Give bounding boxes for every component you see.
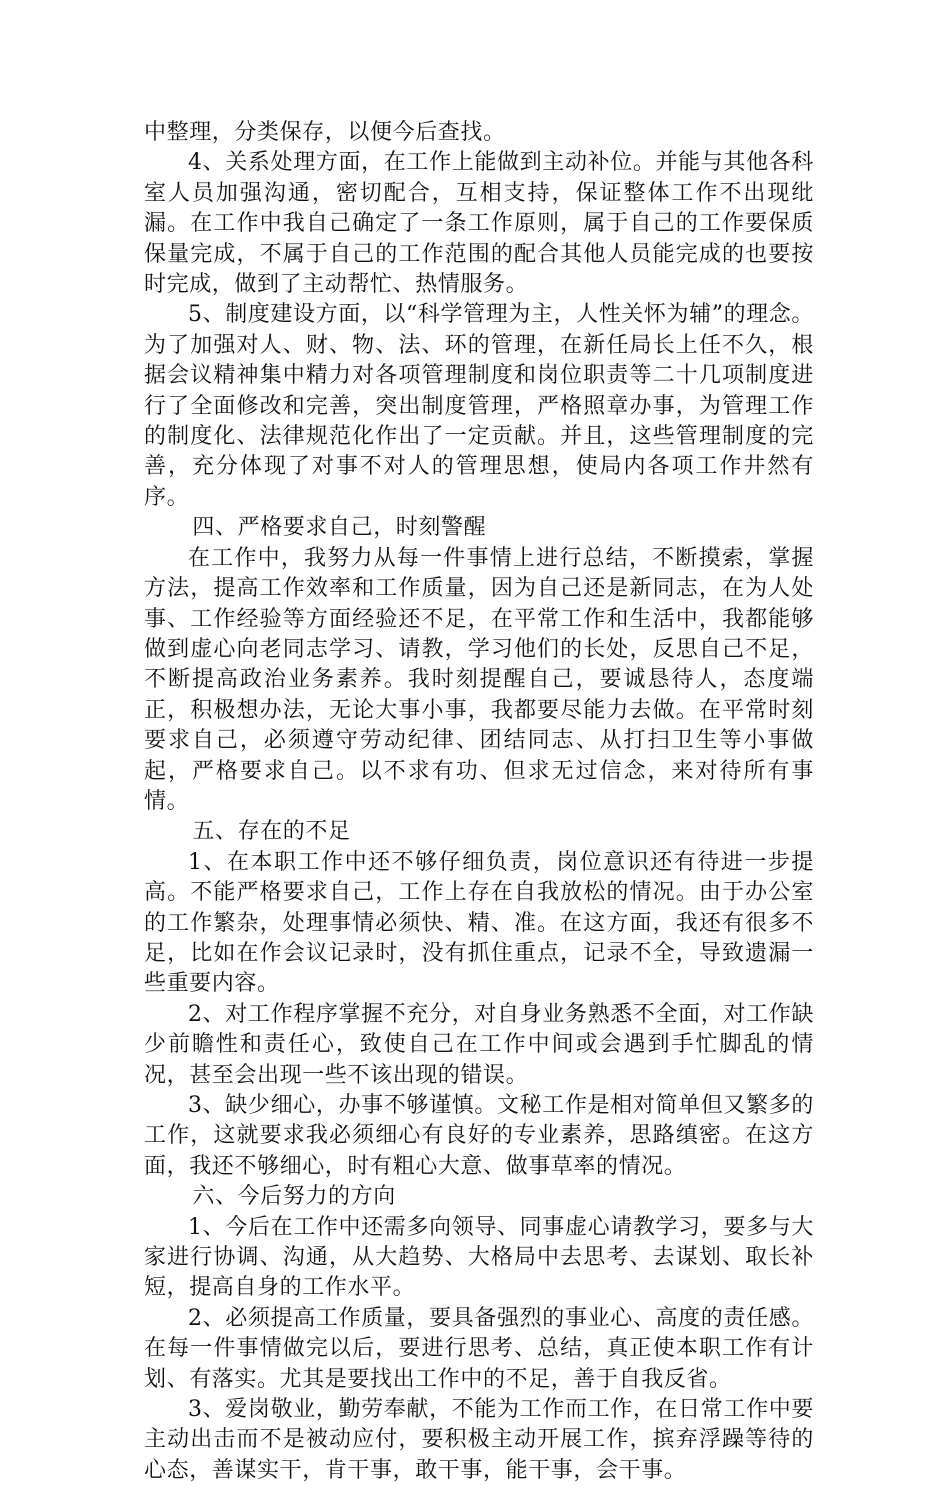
paragraph-direction-3: 3、爱岗敬业，勤劳奉献，不能为工作而工作，在日常工作中要主动出击而不是被动应付，要积极主动开展工作，摈弃浮躁等待的心态，善谋实干，肯干事，敢干事，能干事，会干事。 (144, 1397, 814, 1483)
paragraph-shortcoming-1: 1、在本职工作中还不够仔细负责，岗位意识还有待进一步提高。不能严格要求自己，工作上存在自我放松的情况。由于办公室的工作繁杂，处理事情必须快、精、准。在这方面，我还有很多不足，比如在作会议记录时，没有抓住重点，记录不全，导致遗漏一些重要内容。 (144, 849, 814, 997)
document-body (144, 118, 814, 1486)
paragraph-direction-2: 2、必须提高工作质量，要具备强烈的事业心、高度的责任感。在每一件事情做完以后，要进行思考、总结，真正使本职工作有计划、有落实。尤其是要找出工作中的不足，善于自我反省。 (144, 1305, 814, 1392)
paragraph-system-building: 5、制度建设方面，以“科学管理为主，人性关怀为辅”的理念。为了加强对人、财、物、法、环的管理，在新任局长上任不久，根据会议精神集中精力对各项管理制度和岗位职责等二十几项制度进行了全面修改和完善，突出制度管理，严格照章办事，为管理工作的制度化、法律规范化作出了一定贡献。并且，这些管理制度的完善，充分体现了对事不对人的管理思想，使局内各项工作井然有序。 (144, 302, 814, 510)
section-heading-5: 五、存在的不足 (192, 819, 351, 845)
paragraph-self-discipline: 在工作中，我努力从每一件事情上进行总结，不断摸索，掌握方法，提高工作效率和工作质量，因为自己还是新同志，在为人处事、工作经验等方面经验还不足，在平常工作和生活中，我都能够做到虚心向老同志学习、请教，学习他们的长处，反思自己不足，不断提高政治业务素养。我时刻提醒自己，要诚恳待人，态度端正，积极想办法，无论大事小事，我都要尽能力去做。在平常时刻要求自己，必须遵守劳动纪律、团结同志、从打扫卫生等小事做起，严格要求自己。以不求有功、但求无过信念，来对待所有事情。 (144, 545, 814, 814)
section-heading-6: 六、今后努力的方向 (192, 1184, 396, 1210)
paragraph-shortcoming-2: 2、对工作程序掌握不充分，对自身业务熟悉不全面，对工作缺少前瞻性和责任心，致使自己在工作中间或会遇到手忙脚乱的情况，甚至会出现一些不该出现的错误。 (144, 1001, 814, 1088)
paragraph-direction-1: 1、今后在工作中还需多向领导、同事虚心请教学习，要多与大家进行协调、沟通，从大趋势、大格局中去思考、去谋划、取长补短，提高自身的工作水平。 (144, 1214, 814, 1301)
paragraph-relations: 4、关系处理方面，在工作上能做到主动补位。并能与其他各科室人员加强沟通，密切配合，互相支持，保证整体工作不出现纰漏。在工作中我自己确定了一条工作原则，属于自己的工作要保质保量完成，不属于自己的工作范围的配合其他人员能完成的也要按时完成，做到了主动帮忙、热情服务。 (144, 150, 814, 298)
section-heading-4: 四、严格要求自己，时刻警醒 (192, 515, 487, 541)
paragraph-shortcoming-3: 3、缺少细心，办事不够谨慎。文秘工作是相对简单但又繁多的工作，这就要求我必须细心有良好的专业素养，思路缜密。在这方面，我还不够细心，时有粗心大意、做事草率的情况。 (144, 1093, 814, 1179)
paragraph-continuation: 中整理，分类保存，以便今后查找。 (144, 120, 506, 145)
